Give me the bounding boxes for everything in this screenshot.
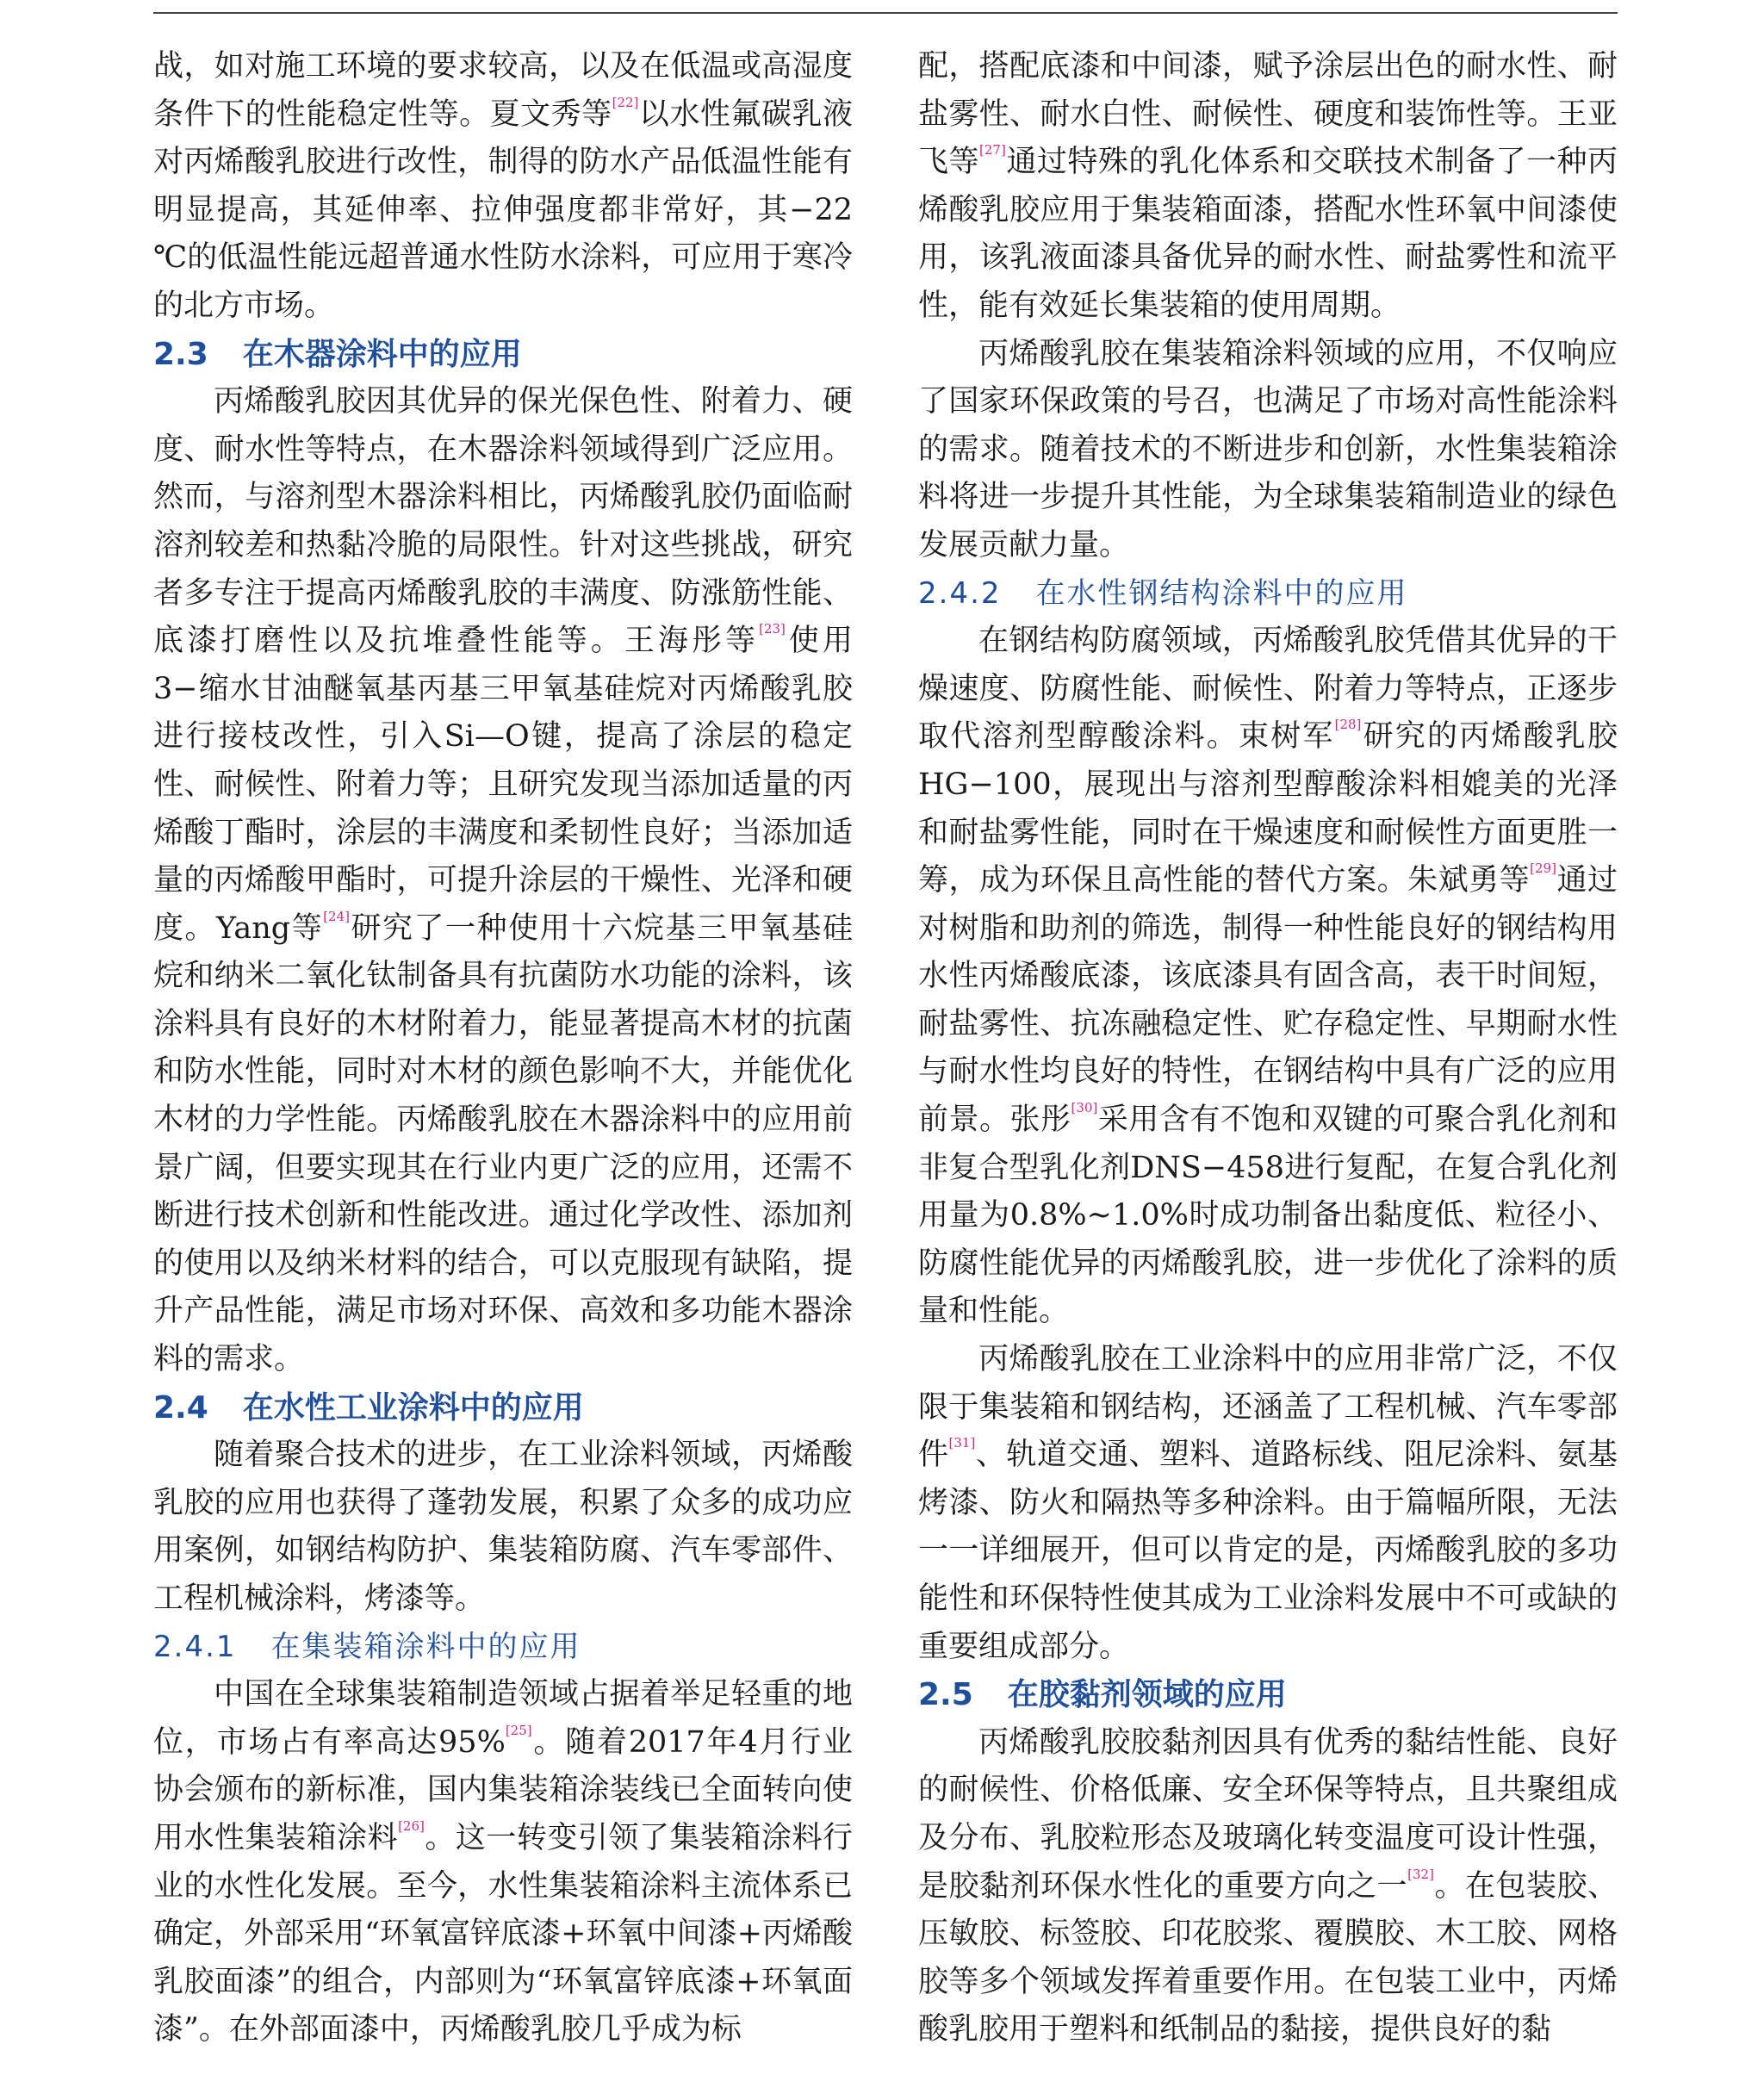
section-heading-2-5: 2.5 在胶黏剂领域的应用 bbox=[918, 1677, 1287, 1713]
paragraph: 战，如对施工环境的要求较高，以及在低温或高湿度条件下的性能稳定性等。夏文秀等[22]以水性氟碳乳液对丙烯酸乳胶进行改性，制得的防水产品低温性能有明显提高，其延伸率、拉伸强度都非常好，其−22 ℃的低温性能远超普通水性防水涂料，可应用于寒冷的北方市场。 bbox=[153, 49, 853, 323]
subsection-heading-2-4-1: 2.4.1 在集装箱涂料中的应用 bbox=[153, 1629, 581, 1664]
citation-ref[interactable]: [28] bbox=[1334, 717, 1362, 733]
citation-ref[interactable]: [23] bbox=[759, 621, 786, 637]
citation-ref[interactable]: [30] bbox=[1071, 1100, 1098, 1116]
citation-ref[interactable]: [26] bbox=[398, 1817, 425, 1834]
citation-ref[interactable]: [24] bbox=[323, 908, 350, 924]
paragraph: 丙烯酸乳胶因其优异的保光保色性、附着力、硬度、耐水性等特点，在木器涂料领域得到广泛应用。然而，与溶剂型木器涂料相比，丙烯酸乳胶仍面临耐溶剂较差和热黏冷脆的局限性。针对这些挑战，研究者多专注于提高丙烯酸乳胶的丰满度、防涨筋性能、底漆打磨性以及抗堆叠性能等。王海彤等[23]使用3−缩水甘油醚氧基丙基三甲氧基硅烷对丙烯酸乳胶进行接枝改性，引入Si—O键，提高了涂层的稳定性、耐候性、附着力等；且研究发现当添加适量的丙烯酸丁酯时，涂层的丰满度和柔韧性良好；当添加适量的丙烯酸甲酯时，可提升涂层的干燥性、光泽和硬度。Yang等[24]研究了一种使用十六烷基三甲氧基硅烷和纳米二氧化钛制备具有抗菌防水功能的涂料，该涂料具有良好的木材附着力，能显著提高木材的抗菌和防水性能，同时对木材的颜色影响不大，并能优化木材的力学性能。丙烯酸乳胶在木器涂料中的应用前景广阔，但要实现其在行业内更广泛的应用，还需不断进行技术创新和性能改进。通过化学改性、添加剂的使用以及纳米材料的结合，可以克服现有缺陷，提升产品性能，满足市场对环保、高效和多功能木器涂料的需求。 bbox=[153, 384, 853, 1377]
citation-ref[interactable]: [32] bbox=[1407, 1866, 1434, 1882]
right-column bbox=[918, 43, 1618, 2054]
paragraph: 丙烯酸乳胶在集装箱涂料领域的应用，不仅响应了国家环保政策的号召，也满足了市场对高性能涂料的需求。随着技术的不断进步和创新，水性集装箱涂料将进一步提升其性能，为全球集装箱制造业的绿色发展贡献力量。 bbox=[918, 336, 1618, 562]
paragraph: 丙烯酸乳胶胶黏剂因具有优秀的黏结性能、良好的耐候性、价格低廉、安全环保等特点，且共聚组成及分布、乳胶粒形态及玻璃化转变温度可设计性强，是胶黏剂环保水性化的重要方向之一[32]。在包装胶、压敏胶、标签胶、印花胶浆、覆膜胶、木工胶、网格胶等多个领域发挥着重要作用。在包装工业中，丙烯酸乳胶用于塑料和纸制品的黏接，提供良好的黏 bbox=[918, 1724, 1618, 2047]
citation-ref[interactable]: [25] bbox=[505, 1722, 532, 1738]
citation-ref[interactable]: [27] bbox=[979, 142, 1006, 158]
section-heading-2-3: 2.3 在木器涂料中的应用 bbox=[153, 336, 522, 372]
left-column bbox=[153, 43, 853, 2054]
paragraph: 在钢结构防腐领域，丙烯酸乳胶凭借其优异的干燥速度、防腐性能、耐候性、附着力等特点，正逐步取代溶剂型醇酸涂料。束树军[28]研究的丙烯酸乳胶HG−100，展现出与溶剂型醇酸涂料相媲美的光泽和耐盐雾性能，同时在干燥速度和耐候性方面更胜一筹，成为环保且高性能的替代方案。朱斌勇等[29]通过对树脂和助剂的筛选，制得一种性能良好的钢结构用水性丙烯酸底漆，该底漆具有固含高，表干时间短，耐盐雾性、抗冻融稳定性、贮存稳定性、早期耐水性与耐水性均良好的特性，在钢结构中具有广泛的应用前景。张彤[30]采用含有不饱和双键的可聚合乳化剂和非复合型乳化剂DNS−458进行复配，在复合乳化剂用量为0.8%~1.0%时成功制备出黏度低、粒径小、防腐性能优异的丙烯酸乳胶，进一步优化了涂料的质量和性能。 bbox=[918, 624, 1618, 1329]
paragraph: 中国在全球集装箱制造领域占据着举足轻重的地位，市场占有率高达95%[25]。随着2017年4月行业协会颁布的新标准，国内集装箱涂装线已全面转向使用水性集装箱涂料[26]。这一转变引领了集装箱涂料行业的水性化发展。至今，水性集装箱涂料主流体系已确定，外部采用“环氧富锌底漆+环氧中间漆+丙烯酸乳胶面漆”的组合，内部则为“环氧富锌底漆+环氧面漆”。在外部面漆中，丙烯酸乳胶几乎成为标 bbox=[153, 1677, 853, 2047]
paragraph: 随着聚合技术的进步，在工业涂料领域，丙烯酸乳胶的应用也获得了蓬勃发展，积累了众多的成功应用案例，如钢结构防护、集装箱防腐、汽车零部件、工程机械涂料，烤漆等。 bbox=[153, 1438, 853, 1616]
paragraph: 丙烯酸乳胶在工业涂料中的应用非常广泛，不仅限于集装箱和钢结构，还涵盖了工程机械、汽车零部件[31]、轨道交通、塑料、道路标线、阻尼涂料、氨基烤漆、防火和隔热等多种涂料。由于篇幅所限，无法一一详细展开，但可以肯定的是，丙烯酸乳胶的多功能性和环保特性使其成为工业涂料发展中不可或缺的重要组成部分。 bbox=[918, 1342, 1618, 1664]
citation-ref[interactable]: [22] bbox=[612, 94, 639, 110]
citation-ref[interactable]: [29] bbox=[1530, 860, 1556, 877]
paragraph: 配，搭配底漆和中间漆，赋予涂层出色的耐水性、耐盐雾性、耐水白性、耐候性、硬度和装饰性等。王亚飞等[27]通过特殊的乳化体系和交联技术制备了一种丙烯酸乳胶应用于集装箱面漆，搭配水性环氧中间漆使用，该乳液面漆具备优异的耐水性、耐盐雾性和流平性，能有效延长集装箱的使用周期。 bbox=[918, 49, 1618, 323]
header-rule bbox=[153, 12, 1618, 14]
section-heading-2-4: 2.4 在水性工业涂料中的应用 bbox=[153, 1389, 584, 1426]
citation-ref[interactable]: [31] bbox=[948, 1435, 976, 1451]
subsection-heading-2-4-2: 2.4.2 在水性钢结构涂料中的应用 bbox=[918, 575, 1408, 611]
